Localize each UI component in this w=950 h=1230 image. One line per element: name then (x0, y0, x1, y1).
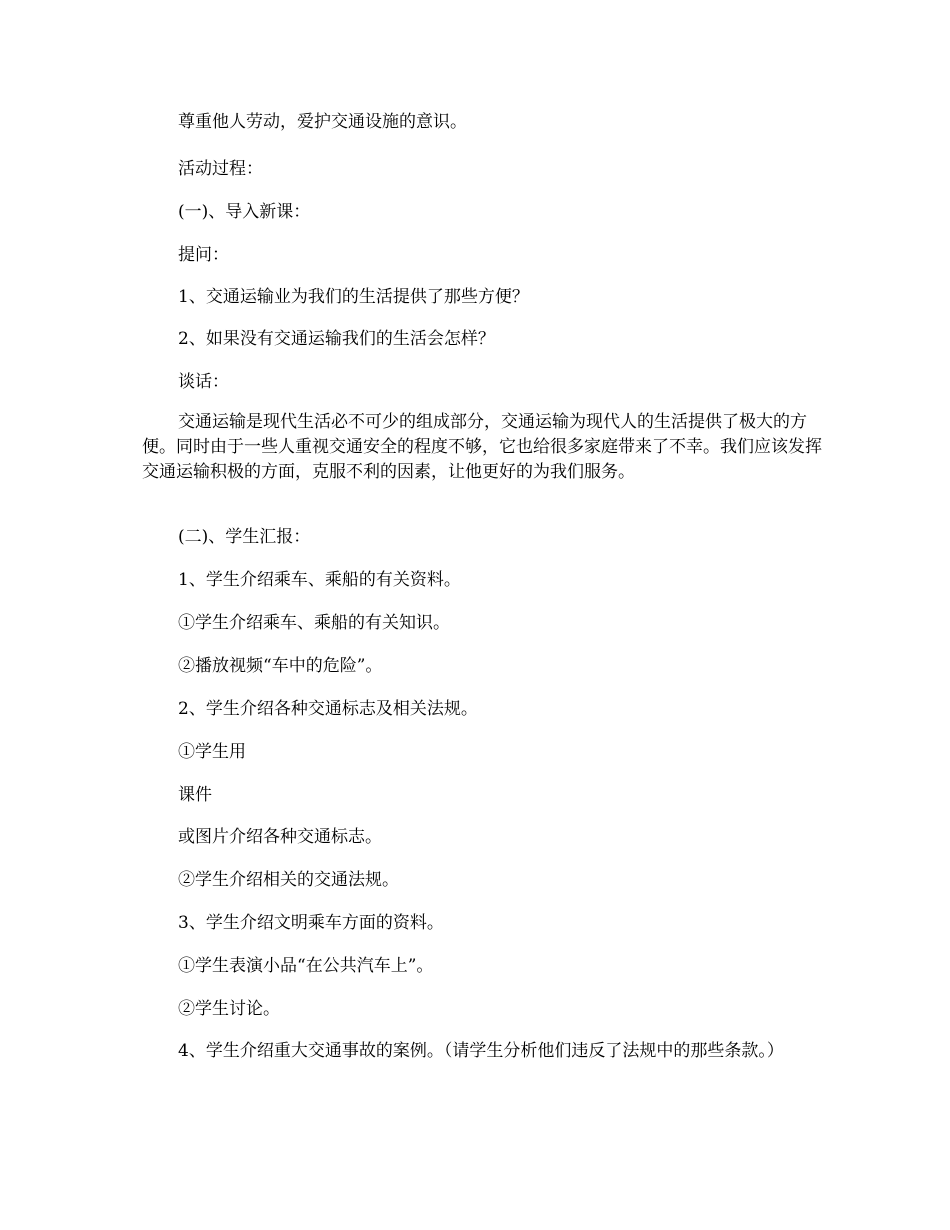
paragraph-11: ①学生介绍乘车、乘船的有关知识。 (178, 613, 450, 633)
paragraph-4: 提问： (178, 245, 229, 265)
paragraph-8: 交通运输是现代生活必不可少的组成部分，交通运输为现代人的生活提供了极大的方便。同时由于一些人重视交通安全的程度不够，它也给很多家庭带来了不幸。我们应该发挥交通运输积极的方面，克服不利的因素，让他更好的为我们服务。 (142, 412, 822, 482)
paragraph-20: ②学生讨论。 (178, 999, 280, 1019)
paragraph-19: ①学生表演小品“在公共汽车上”。 (178, 956, 434, 976)
paragraph-7: 谈话： (178, 372, 229, 392)
paragraph-17: ②学生介绍相关的交通法规。 (178, 870, 399, 890)
paragraph-1: 尊重他人劳动，爱护交通设施的意识。 (178, 112, 467, 132)
paragraph-15: 课件 (178, 785, 212, 805)
paragraph-5: 1、交通运输业为我们的生活提供了那些方便？ (178, 287, 529, 307)
paragraph-12: ②播放视频“车中的危险”。 (178, 656, 383, 676)
paragraph-18: 3、学生介绍文明乘车方面的资料。 (178, 913, 444, 933)
paragraph-9: (二)、学生汇报： (178, 527, 311, 547)
paragraph-14: ①学生用 (178, 742, 246, 762)
paragraph-13: 2、学生介绍各种交通标志及相关法规。 (178, 699, 478, 719)
paragraph-21: 4、学生介绍重大交通事故的案例。（请学生分析他们违反了法规中的那些条款。） (178, 1041, 784, 1061)
paragraph-10: 1、学生介绍乘车、乘船的有关资料。 (178, 570, 461, 590)
paragraph-16: 或图片介绍各种交通标志。 (178, 827, 382, 847)
paragraph-6: 2、如果没有交通运输我们的生活会怎样？ (178, 329, 495, 349)
paragraph-3: (一)、导入新课： (178, 202, 311, 222)
paragraph-2: 活动过程： (178, 159, 263, 179)
